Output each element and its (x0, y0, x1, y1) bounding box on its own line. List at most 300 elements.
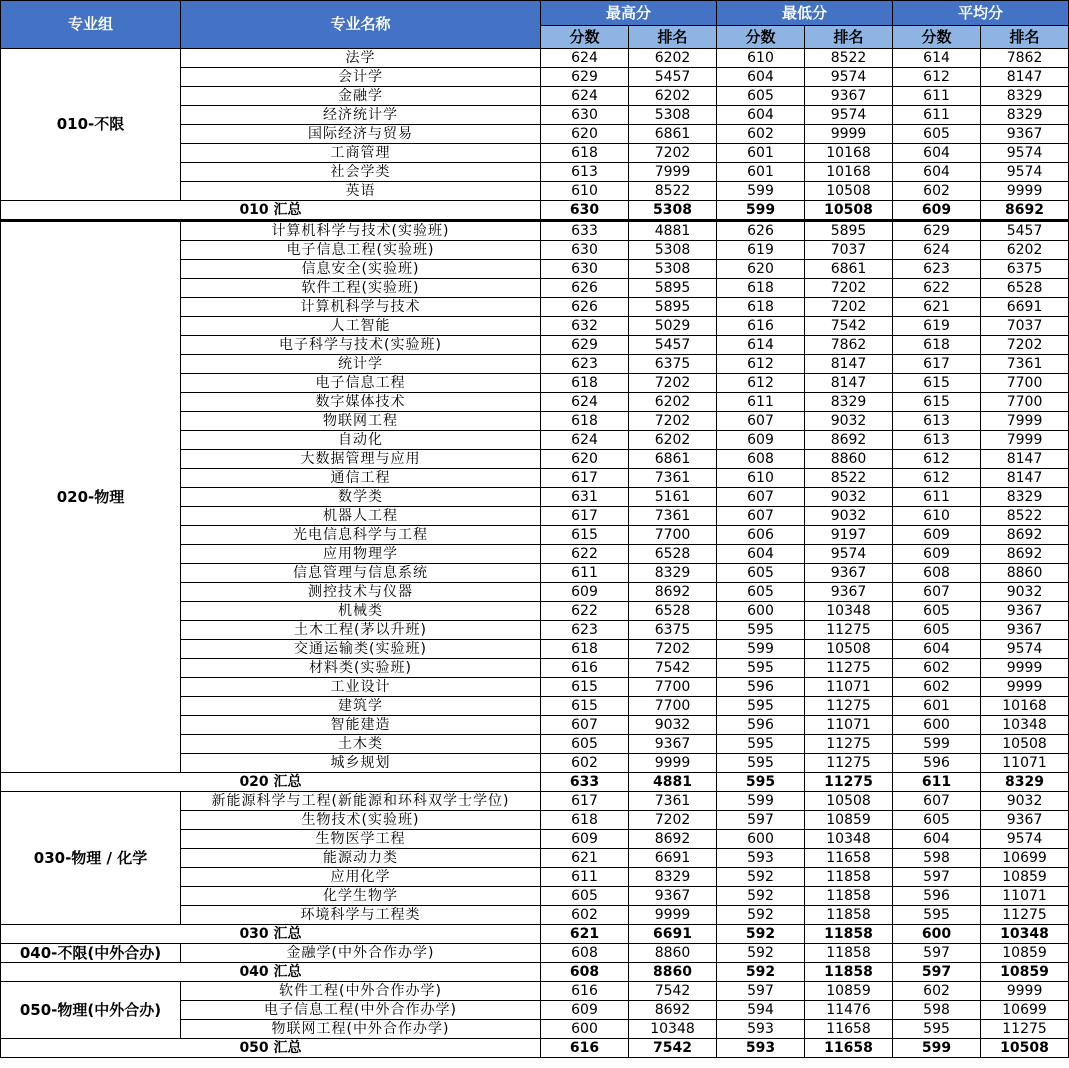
avg-score-cell: 602 (893, 182, 981, 201)
max-score-cell: 608 (541, 944, 629, 963)
avg-score-cell: 612 (893, 68, 981, 87)
max-rank-cell: 9367 (629, 887, 717, 906)
max-rank-cell: 5308 (629, 241, 717, 260)
avg-rank-cell: 10699 (981, 1001, 1069, 1020)
avg-score-cell: 602 (893, 982, 981, 1001)
max-rank-cell: 4881 (629, 221, 717, 241)
min-score-cell: 595 (717, 735, 805, 754)
major-name-cell: 土木类 (181, 735, 541, 754)
max-score-cell: 615 (541, 678, 629, 697)
min-rank-cell: 11071 (805, 716, 893, 735)
min-rank-cell: 11858 (805, 868, 893, 887)
min-rank-cell: 9032 (805, 488, 893, 507)
max-score-cell: 617 (541, 469, 629, 488)
avg-rank-cell: 7202 (981, 336, 1069, 355)
average-score-subheader: 分数 (893, 26, 981, 49)
min-rank-cell: 11275 (805, 754, 893, 773)
max-rank-cell: 8329 (629, 564, 717, 583)
total-avg-rank-cell: 10508 (981, 1039, 1069, 1058)
min-rank-cell: 7202 (805, 279, 893, 298)
total-avg-rank-cell: 8329 (981, 773, 1069, 792)
min-score-cell: 610 (717, 49, 805, 68)
max-rank-cell: 8860 (629, 944, 717, 963)
min-score-cell: 599 (717, 640, 805, 659)
min-rank-cell: 9574 (805, 106, 893, 125)
total-max-score-cell: 621 (541, 925, 629, 944)
min-score-cell: 608 (717, 450, 805, 469)
avg-rank-cell: 9574 (981, 144, 1069, 163)
max-rank-cell: 7700 (629, 697, 717, 716)
max-score-cell: 626 (541, 298, 629, 317)
avg-score-cell: 610 (893, 507, 981, 526)
max-rank-cell: 5895 (629, 298, 717, 317)
min-score-cell: 602 (717, 125, 805, 144)
total-min-score-cell: 592 (717, 925, 805, 944)
max-score-cell: 607 (541, 716, 629, 735)
min-score-cell: 604 (717, 106, 805, 125)
max-rank-cell: 9999 (629, 906, 717, 925)
avg-rank-cell: 9574 (981, 163, 1069, 182)
group-column-header: 专业组 (1, 1, 181, 49)
avg-score-cell: 615 (893, 393, 981, 412)
total-max-rank-cell: 5308 (629, 201, 717, 221)
min-score-cell: 597 (717, 982, 805, 1001)
min-rank-cell: 9032 (805, 507, 893, 526)
avg-rank-cell: 9999 (981, 678, 1069, 697)
avg-score-cell: 623 (893, 260, 981, 279)
max-rank-cell: 6691 (629, 849, 717, 868)
avg-score-cell: 598 (893, 1001, 981, 1020)
max-score-cell: 609 (541, 830, 629, 849)
max-score-cell: 600 (541, 1020, 629, 1039)
major-name-cell: 国际经济与贸易 (181, 125, 541, 144)
min-rank-cell: 7202 (805, 298, 893, 317)
total-min-score-cell: 599 (717, 201, 805, 221)
min-score-cell: 592 (717, 906, 805, 925)
max-rank-cell: 7202 (629, 412, 717, 431)
min-score-cell: 596 (717, 716, 805, 735)
max-score-cell: 617 (541, 507, 629, 526)
max-rank-cell: 8692 (629, 583, 717, 602)
min-rank-cell: 8329 (805, 393, 893, 412)
max-rank-cell: 6861 (629, 450, 717, 469)
min-rank-cell: 9367 (805, 87, 893, 106)
avg-score-cell: 609 (893, 526, 981, 545)
avg-rank-cell: 9367 (981, 621, 1069, 640)
max-score-cell: 623 (541, 621, 629, 640)
min-rank-cell: 8147 (805, 374, 893, 393)
major-name-cell: 通信工程 (181, 469, 541, 488)
avg-rank-cell: 11275 (981, 906, 1069, 925)
major-name-cell: 光电信息科学与工程 (181, 526, 541, 545)
min-rank-cell: 6861 (805, 260, 893, 279)
avg-score-cell: 619 (893, 317, 981, 336)
avg-rank-cell: 11071 (981, 887, 1069, 906)
major-name-cell: 电子信息工程 (181, 374, 541, 393)
min-rank-cell: 10508 (805, 792, 893, 811)
avg-score-cell: 613 (893, 412, 981, 431)
group-total-label: 050 汇总 (1, 1039, 541, 1058)
min-score-cell: 592 (717, 944, 805, 963)
avg-score-cell: 595 (893, 1020, 981, 1039)
max-score-cell: 618 (541, 811, 629, 830)
min-rank-cell: 9197 (805, 526, 893, 545)
major-name-cell: 经济统计学 (181, 106, 541, 125)
max-rank-cell: 6202 (629, 393, 717, 412)
avg-rank-cell: 7862 (981, 49, 1069, 68)
total-max-score-cell: 630 (541, 201, 629, 221)
min-rank-cell: 10859 (805, 811, 893, 830)
min-rank-cell: 11858 (805, 887, 893, 906)
avg-score-cell: 607 (893, 792, 981, 811)
major-name-cell: 智能建造 (181, 716, 541, 735)
major-name-cell: 交通运输类(实验班) (181, 640, 541, 659)
min-score-cell: 599 (717, 182, 805, 201)
table-body (1, 49, 1069, 1058)
avg-score-cell: 604 (893, 830, 981, 849)
avg-score-cell: 597 (893, 944, 981, 963)
max-rank-cell: 6528 (629, 602, 717, 621)
min-score-cell: 612 (717, 374, 805, 393)
avg-score-cell: 604 (893, 144, 981, 163)
avg-score-cell: 599 (893, 735, 981, 754)
avg-rank-cell: 9574 (981, 640, 1069, 659)
major-name-cell: 电子信息工程(实验班) (181, 241, 541, 260)
avg-rank-cell: 7700 (981, 393, 1069, 412)
min-rank-cell: 10168 (805, 144, 893, 163)
major-name-cell: 自动化 (181, 431, 541, 450)
avg-rank-cell: 6375 (981, 260, 1069, 279)
max-score-cell: 624 (541, 87, 629, 106)
max-rank-cell: 6528 (629, 545, 717, 564)
max-score-cell: 618 (541, 640, 629, 659)
group-total-label: 020 汇总 (1, 773, 541, 792)
avg-score-cell: 605 (893, 621, 981, 640)
min-rank-cell: 7542 (805, 317, 893, 336)
min-rank-cell: 9999 (805, 125, 893, 144)
avg-score-cell: 605 (893, 811, 981, 830)
total-max-score-cell: 616 (541, 1039, 629, 1058)
max-score-cell: 626 (541, 279, 629, 298)
avg-rank-cell: 7999 (981, 412, 1069, 431)
avg-score-cell: 617 (893, 355, 981, 374)
avg-score-cell: 622 (893, 279, 981, 298)
total-avg-score-cell: 611 (893, 773, 981, 792)
max-score-cell: 617 (541, 792, 629, 811)
avg-score-cell: 618 (893, 336, 981, 355)
avg-rank-cell: 5457 (981, 221, 1069, 241)
max-rank-cell: 5895 (629, 279, 717, 298)
major-column-header: 专业名称 (181, 1, 541, 49)
max-rank-cell: 5457 (629, 68, 717, 87)
highest-score-subheader: 分数 (541, 26, 629, 49)
group-name-cell: 020-物理 (1, 221, 181, 773)
min-rank-cell: 10508 (805, 640, 893, 659)
avg-rank-cell: 8860 (981, 564, 1069, 583)
avg-rank-cell: 9574 (981, 830, 1069, 849)
group-total-label: 030 汇总 (1, 925, 541, 944)
total-avg-score-cell: 609 (893, 201, 981, 221)
avg-score-cell: 604 (893, 640, 981, 659)
min-score-cell: 601 (717, 144, 805, 163)
max-score-cell: 623 (541, 355, 629, 374)
min-score-cell: 595 (717, 697, 805, 716)
total-max-score-cell: 608 (541, 963, 629, 982)
min-score-cell: 606 (717, 526, 805, 545)
major-name-cell: 数字媒体技术 (181, 393, 541, 412)
major-name-cell: 金融学 (181, 87, 541, 106)
max-rank-cell: 7361 (629, 792, 717, 811)
major-name-cell: 新能源科学与工程(新能源和环科双学士学位) (181, 792, 541, 811)
max-rank-cell: 6861 (629, 125, 717, 144)
major-name-cell: 机器人工程 (181, 507, 541, 526)
min-rank-cell: 9574 (805, 68, 893, 87)
min-score-cell: 607 (717, 412, 805, 431)
min-score-cell: 604 (717, 68, 805, 87)
max-score-cell: 631 (541, 488, 629, 507)
major-name-cell: 能源动力类 (181, 849, 541, 868)
avg-rank-cell: 9999 (981, 182, 1069, 201)
avg-score-cell: 597 (893, 868, 981, 887)
major-name-cell: 材料类(实验班) (181, 659, 541, 678)
group-name-cell: 040-不限(中外合办) (1, 944, 181, 963)
total-min-rank-cell: 11858 (805, 963, 893, 982)
avg-score-cell: 608 (893, 564, 981, 583)
min-score-cell: 611 (717, 393, 805, 412)
min-rank-cell: 10508 (805, 182, 893, 201)
avg-rank-cell: 10348 (981, 716, 1069, 735)
avg-rank-cell: 7361 (981, 355, 1069, 374)
max-score-cell: 624 (541, 431, 629, 450)
min-rank-cell: 7862 (805, 336, 893, 355)
min-rank-cell: 10348 (805, 602, 893, 621)
max-score-cell: 621 (541, 849, 629, 868)
avg-rank-cell: 7700 (981, 374, 1069, 393)
total-min-rank-cell: 11858 (805, 925, 893, 944)
avg-rank-cell: 9999 (981, 659, 1069, 678)
major-name-cell: 英语 (181, 182, 541, 201)
total-min-rank-cell: 11658 (805, 1039, 893, 1058)
min-rank-cell: 9367 (805, 583, 893, 602)
total-min-score-cell: 593 (717, 1039, 805, 1058)
total-avg-rank-cell: 8692 (981, 201, 1069, 221)
max-score-cell: 620 (541, 450, 629, 469)
min-rank-cell: 11275 (805, 735, 893, 754)
table-header (1, 1, 1069, 49)
major-name-cell: 城乡规划 (181, 754, 541, 773)
min-score-cell: 592 (717, 887, 805, 906)
avg-score-cell: 611 (893, 106, 981, 125)
max-rank-cell: 5308 (629, 106, 717, 125)
major-name-cell: 社会学类 (181, 163, 541, 182)
group-total-label: 010 汇总 (1, 201, 541, 221)
max-rank-cell: 8692 (629, 830, 717, 849)
max-rank-cell: 5308 (629, 260, 717, 279)
group-name-cell: 050-物理(中外合办) (1, 982, 181, 1039)
min-score-cell: 607 (717, 488, 805, 507)
avg-score-cell: 605 (893, 602, 981, 621)
avg-score-cell: 602 (893, 659, 981, 678)
min-score-cell: 599 (717, 792, 805, 811)
avg-rank-cell: 11275 (981, 1020, 1069, 1039)
avg-rank-cell: 9367 (981, 602, 1069, 621)
avg-rank-cell: 9367 (981, 125, 1069, 144)
max-score-cell: 622 (541, 602, 629, 621)
avg-rank-cell: 6202 (981, 241, 1069, 260)
avg-rank-cell: 8147 (981, 68, 1069, 87)
min-score-cell: 604 (717, 545, 805, 564)
max-rank-cell: 7700 (629, 526, 717, 545)
min-rank-cell: 8522 (805, 469, 893, 488)
major-name-cell: 建筑学 (181, 697, 541, 716)
max-rank-cell: 7999 (629, 163, 717, 182)
avg-score-cell: 604 (893, 163, 981, 182)
min-rank-cell: 9032 (805, 412, 893, 431)
min-score-cell: 614 (717, 336, 805, 355)
avg-rank-cell: 10699 (981, 849, 1069, 868)
avg-score-cell: 621 (893, 298, 981, 317)
major-name-cell: 数学类 (181, 488, 541, 507)
max-score-cell: 632 (541, 317, 629, 336)
group-total-row (1, 1039, 1069, 1058)
max-score-cell: 616 (541, 982, 629, 1001)
major-name-cell: 环境科学与工程类 (181, 906, 541, 925)
avg-score-cell: 624 (893, 241, 981, 260)
min-score-cell: 626 (717, 221, 805, 241)
avg-rank-cell: 7999 (981, 431, 1069, 450)
max-score-cell: 605 (541, 735, 629, 754)
avg-score-cell: 595 (893, 906, 981, 925)
major-name-cell: 金融学(中外合作办学) (181, 944, 541, 963)
max-rank-cell: 6375 (629, 621, 717, 640)
min-rank-cell: 5895 (805, 221, 893, 241)
min-rank-cell: 8860 (805, 450, 893, 469)
max-rank-cell: 7361 (629, 507, 717, 526)
major-name-cell: 应用化学 (181, 868, 541, 887)
max-rank-cell: 7202 (629, 640, 717, 659)
max-score-cell: 615 (541, 697, 629, 716)
min-score-cell: 618 (717, 279, 805, 298)
highest-rank-subheader: 排名 (629, 26, 717, 49)
min-score-cell: 597 (717, 811, 805, 830)
major-name-cell: 工商管理 (181, 144, 541, 163)
max-score-cell: 611 (541, 868, 629, 887)
min-rank-cell: 11476 (805, 1001, 893, 1020)
max-score-cell: 630 (541, 260, 629, 279)
avg-score-cell: 605 (893, 125, 981, 144)
avg-score-cell: 596 (893, 887, 981, 906)
major-name-cell: 化学生物学 (181, 887, 541, 906)
min-rank-cell: 10168 (805, 163, 893, 182)
major-name-cell: 统计学 (181, 355, 541, 374)
major-name-cell: 计算机科学与技术 (181, 298, 541, 317)
min-rank-cell: 9367 (805, 564, 893, 583)
total-max-rank-cell: 6691 (629, 925, 717, 944)
min-score-cell: 593 (717, 849, 805, 868)
max-score-cell: 630 (541, 241, 629, 260)
max-score-cell: 618 (541, 412, 629, 431)
avg-score-cell: 615 (893, 374, 981, 393)
avg-rank-cell: 10168 (981, 697, 1069, 716)
max-score-cell: 630 (541, 106, 629, 125)
avg-rank-cell: 9032 (981, 583, 1069, 602)
avg-score-cell: 607 (893, 583, 981, 602)
max-score-cell: 609 (541, 583, 629, 602)
lowest-score-header: 最低分 (717, 1, 893, 26)
min-score-cell: 594 (717, 1001, 805, 1020)
max-score-cell: 602 (541, 906, 629, 925)
total-avg-rank-cell: 10348 (981, 925, 1069, 944)
max-rank-cell: 9999 (629, 754, 717, 773)
max-score-cell: 615 (541, 526, 629, 545)
major-name-cell: 人工智能 (181, 317, 541, 336)
min-score-cell: 600 (717, 830, 805, 849)
max-score-cell: 618 (541, 144, 629, 163)
avg-rank-cell: 8692 (981, 545, 1069, 564)
max-rank-cell: 9032 (629, 716, 717, 735)
avg-score-cell: 612 (893, 469, 981, 488)
major-name-cell: 测控技术与仪器 (181, 583, 541, 602)
avg-rank-cell: 6691 (981, 298, 1069, 317)
min-score-cell: 619 (717, 241, 805, 260)
total-avg-score-cell: 599 (893, 1039, 981, 1058)
min-rank-cell: 8522 (805, 49, 893, 68)
min-score-cell: 595 (717, 754, 805, 773)
min-rank-cell: 9574 (805, 545, 893, 564)
min-score-cell: 605 (717, 583, 805, 602)
avg-rank-cell: 10859 (981, 868, 1069, 887)
max-rank-cell: 7202 (629, 144, 717, 163)
max-rank-cell: 10348 (629, 1020, 717, 1039)
min-score-cell: 620 (717, 260, 805, 279)
avg-rank-cell: 8692 (981, 526, 1069, 545)
min-rank-cell: 11275 (805, 621, 893, 640)
min-score-cell: 605 (717, 87, 805, 106)
avg-score-cell: 611 (893, 488, 981, 507)
min-rank-cell: 10859 (805, 982, 893, 1001)
min-rank-cell: 11658 (805, 1020, 893, 1039)
min-rank-cell: 11275 (805, 697, 893, 716)
major-name-cell: 电子信息工程(中外合作办学) (181, 1001, 541, 1020)
total-max-rank-cell: 7542 (629, 1039, 717, 1058)
average-rank-subheader: 排名 (981, 26, 1069, 49)
avg-rank-cell: 8522 (981, 507, 1069, 526)
major-name-cell: 软件工程(中外合作办学) (181, 982, 541, 1001)
max-rank-cell: 7202 (629, 374, 717, 393)
total-max-rank-cell: 8860 (629, 963, 717, 982)
table-row (1, 792, 1069, 811)
total-min-score-cell: 595 (717, 773, 805, 792)
min-rank-cell: 10348 (805, 830, 893, 849)
total-min-rank-cell: 10508 (805, 201, 893, 221)
max-rank-cell: 7542 (629, 659, 717, 678)
avg-score-cell: 596 (893, 754, 981, 773)
max-score-cell: 629 (541, 68, 629, 87)
total-avg-score-cell: 597 (893, 963, 981, 982)
avg-rank-cell: 8329 (981, 488, 1069, 507)
group-total-row (1, 201, 1069, 221)
max-rank-cell: 8329 (629, 868, 717, 887)
avg-rank-cell: 9999 (981, 982, 1069, 1001)
major-name-cell: 土木工程(茅以升班) (181, 621, 541, 640)
avg-score-cell: 613 (893, 431, 981, 450)
avg-rank-cell: 10859 (981, 944, 1069, 963)
min-score-cell: 609 (717, 431, 805, 450)
major-name-cell: 生物技术(实验班) (181, 811, 541, 830)
major-name-cell: 信息管理与信息系统 (181, 564, 541, 583)
min-score-cell: 601 (717, 163, 805, 182)
avg-score-cell: 598 (893, 849, 981, 868)
